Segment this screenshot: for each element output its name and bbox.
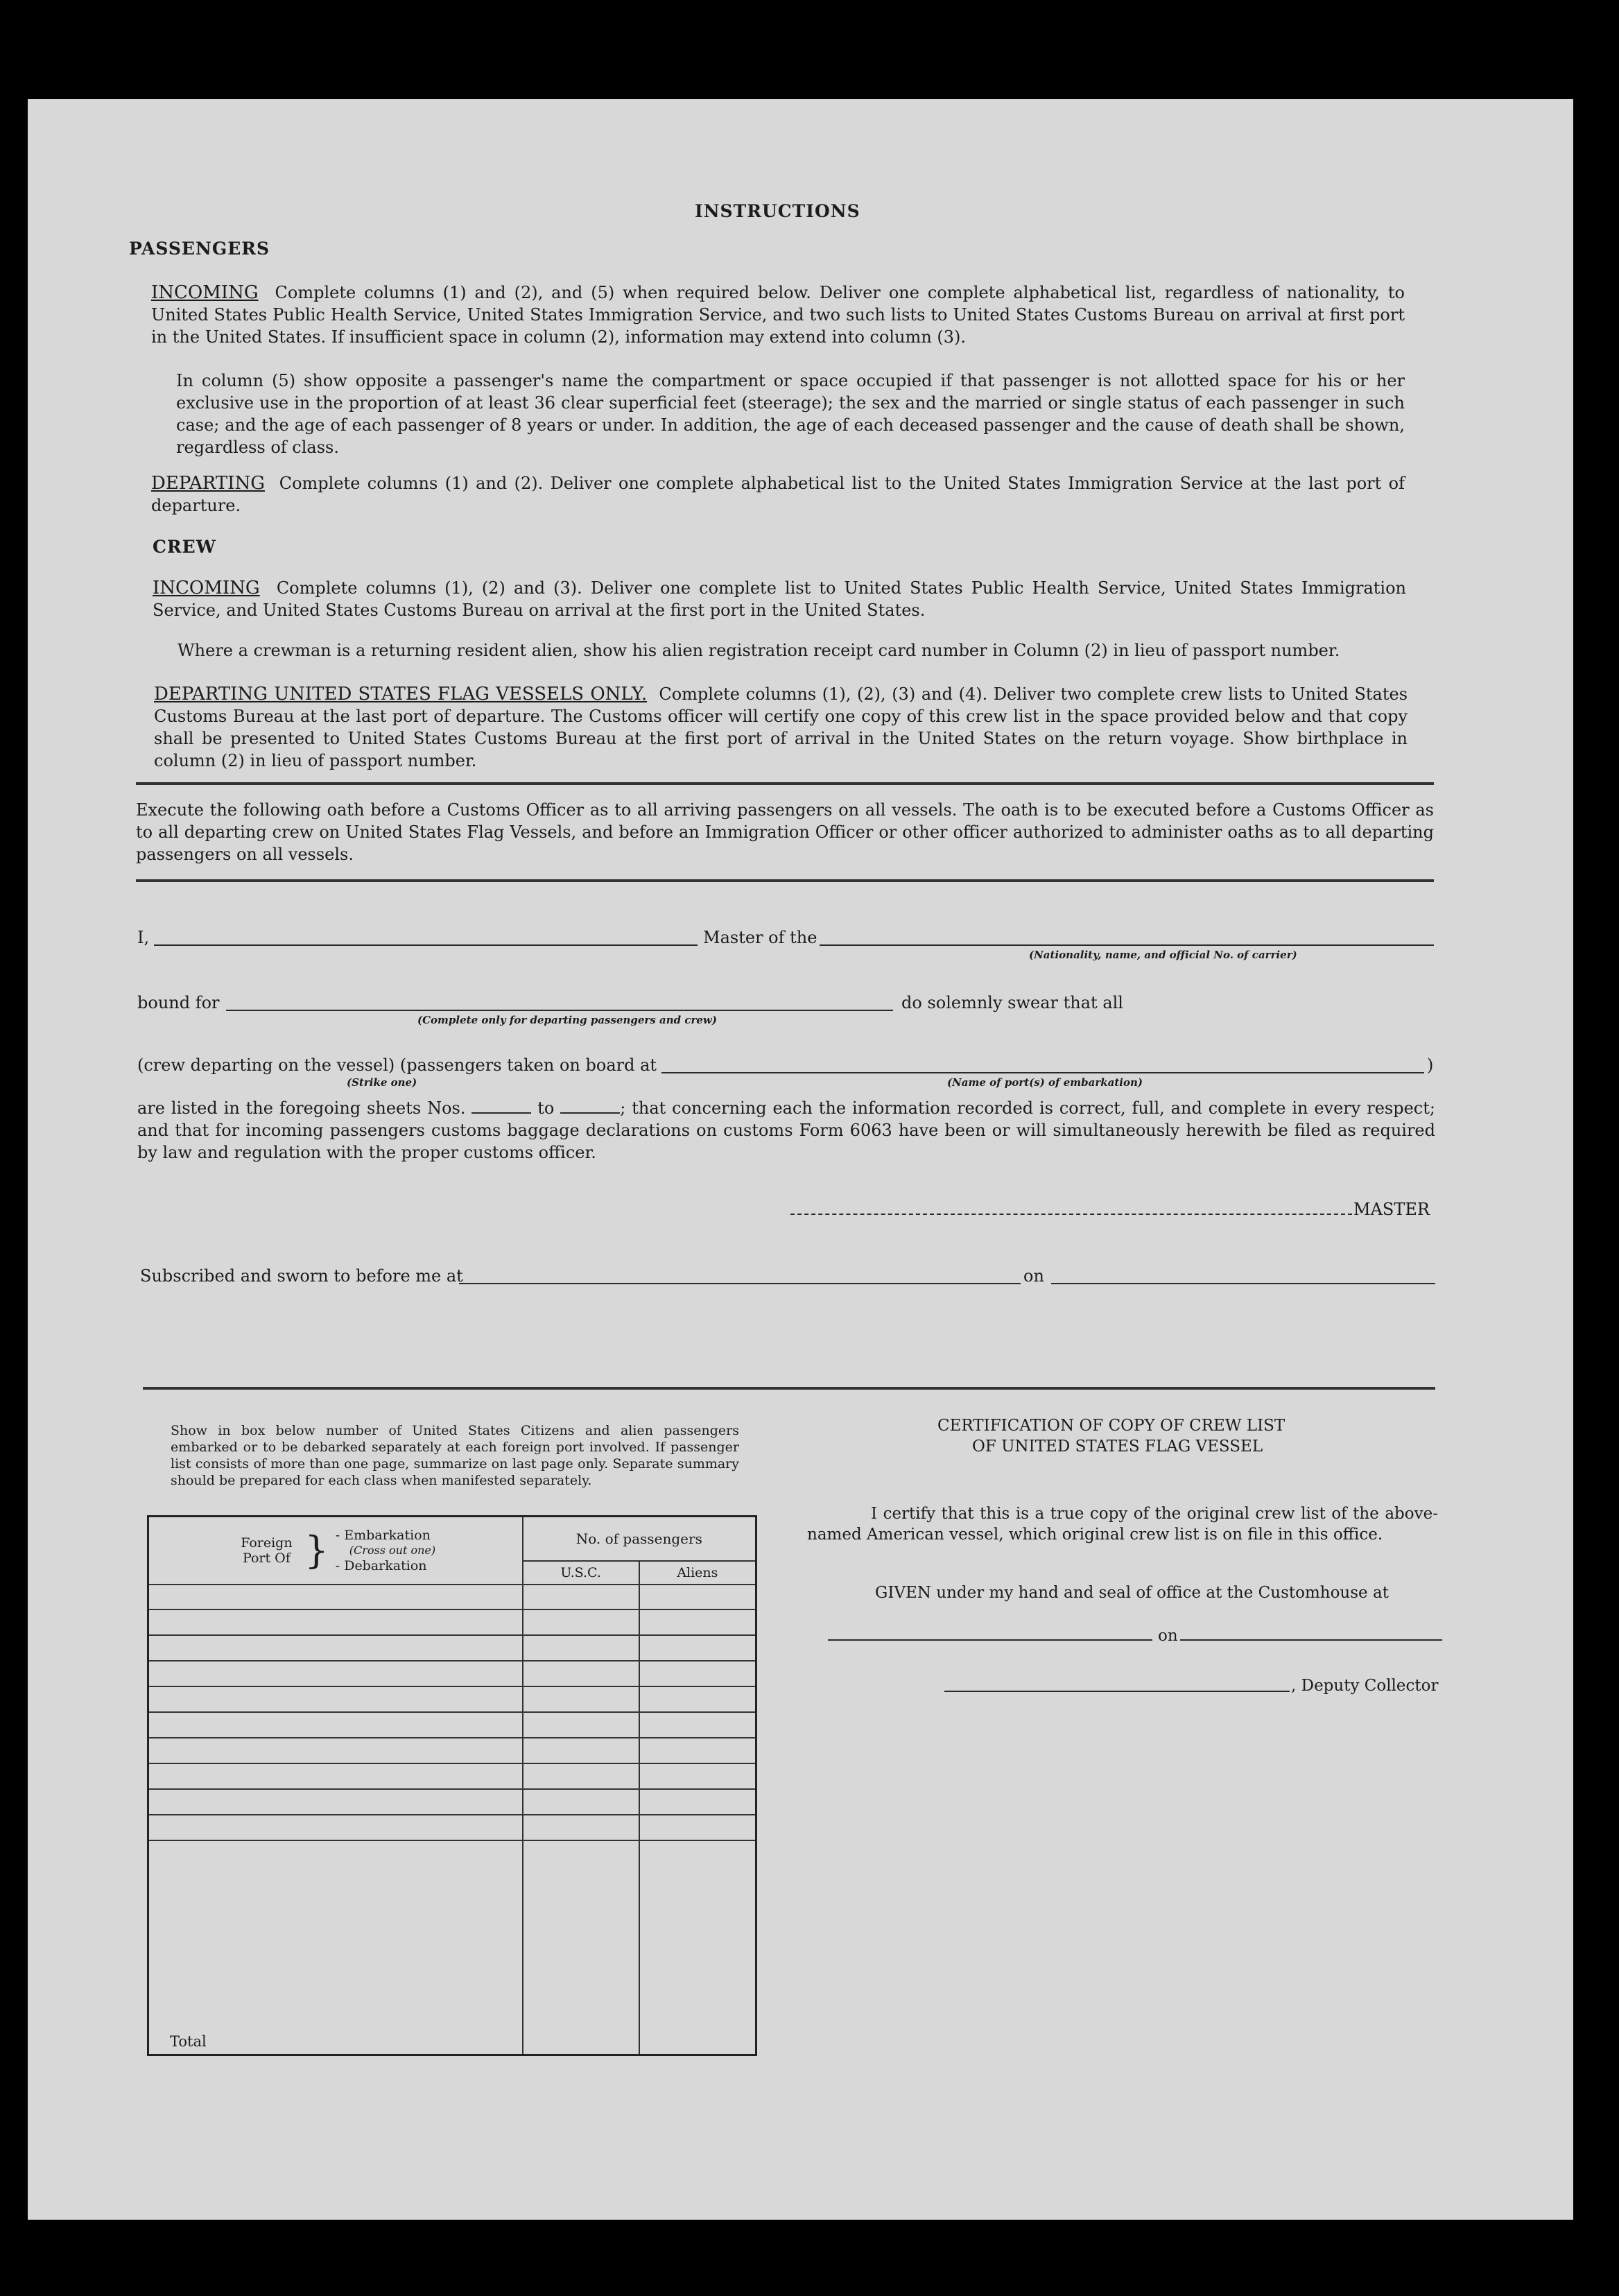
given-text: GIVEN under my hand and seal of office at the Customhouse at — [875, 1584, 1389, 1602]
foreign-port-label: Foreign Port Of — [241, 1535, 293, 1566]
aliens-cell[interactable] — [639, 1661, 756, 1686]
summary-row — [148, 1585, 756, 1610]
carrier-field[interactable] — [820, 944, 1434, 946]
summary-row — [148, 1738, 756, 1763]
sheets-to-label: to — [537, 1098, 555, 1118]
certification-title-2: OF UNITED STATES FLAG VESSEL — [972, 1438, 1263, 1456]
bound-for-hint: (Complete only for departing passengers and crew) — [417, 1014, 717, 1026]
oath-intro: Execute the following oath before a Customs Officer as to all arriving passengers on all vessels. The oath is to be executed before a Customs Officer as to all departing crew on United States Flag Vessels, and before an Immigration Officer or other officer authorized to administer oaths as to all departing passengers on all vessels. — [136, 800, 1434, 864]
aliens-cell[interactable] — [639, 1686, 756, 1712]
passengers-departing-text: Complete columns (1) and (2). Deliver one complete alphabetical list to the United States Immigration Service at the last port of departure. — [151, 474, 1405, 515]
page-title: INSTRUCTIONS — [695, 201, 860, 221]
port-cell[interactable] — [148, 1712, 523, 1738]
master-name-field[interactable] — [154, 944, 698, 946]
port-cell[interactable] — [148, 1635, 523, 1661]
summary-instructions: Show in box below number of United States Citizens and alien passengers embarked or to be debarked separately at each foreign port involved. If passenger list consists of more than one page, summarize on last page only. Separate summary should be prepared for each class when manifested separately. — [171, 1423, 739, 1488]
oath-i-label: I, — [137, 928, 150, 947]
crew-incoming-paragraph — [153, 577, 1406, 621]
crew-departing-text-oath: (crew departing on the vessel) (passengers taken on board at — [137, 1055, 657, 1075]
subscribed-date-field[interactable] — [1051, 1283, 1435, 1284]
ports-hint: (Name of port(s) of embarkation) — [947, 1076, 1143, 1089]
crew-departing-paragraph — [154, 683, 1408, 772]
crew-departing-label: DEPARTING UNITED STATES FLAG VESSELS ONLY. — [154, 684, 648, 705]
bound-for-label: bound for — [137, 993, 220, 1012]
sheets-paragraph — [137, 1097, 1435, 1164]
sheets-pre: are listed in the foregoing sheets Nos. — [137, 1098, 466, 1118]
port-cell[interactable] — [148, 1738, 523, 1763]
aliens-cell[interactable] — [639, 1585, 756, 1610]
usc-cell[interactable] — [523, 1738, 639, 1763]
subscribed-label: Subscribed and sworn to before me at — [140, 1266, 463, 1286]
no-passengers-header: No. of passengers — [523, 1517, 756, 1561]
aliens-cell[interactable] — [639, 1712, 756, 1738]
sheets-from-field[interactable] — [471, 1098, 531, 1114]
usc-cell[interactable] — [523, 1712, 639, 1738]
certification-title-1: CERTIFICATION OF COPY OF CREW LIST — [937, 1417, 1285, 1435]
passengers-incoming-label: INCOMING — [151, 282, 259, 303]
aliens-total-cell[interactable] — [639, 1840, 756, 2055]
port-cell[interactable] — [148, 1609, 523, 1635]
swear-text: do solemnly swear that all — [901, 993, 1123, 1012]
embarkation-ports-field[interactable] — [661, 1072, 1424, 1073]
certify-text: I certify that this is a true copy of the original crew list of the above-named American vessel, which original crew list is on file in this office. — [807, 1505, 1438, 1544]
passengers-departing-paragraph — [151, 472, 1405, 517]
passengers-heading: PASSENGERS — [129, 239, 270, 259]
master-signature-field[interactable] — [790, 1214, 1352, 1215]
passengers-departing-label: DEPARTING — [151, 473, 265, 494]
master-of-label: Master of the — [703, 928, 817, 947]
passengers-incoming-text: Complete columns (1) and (2), and (5) when required below. Deliver one complete alphabetical list, regardless of nationality, to United States Public Health Service, United States Immigration Service, and two such lists to United States Customs Bureau on arrival at first port in the United States. If insufficient space in column (2), information may extend into column (3). — [151, 283, 1405, 347]
aliens-cell[interactable] — [639, 1738, 756, 1763]
passengers-incoming-paragraph — [151, 282, 1405, 348]
usc-cell[interactable] — [523, 1763, 639, 1789]
oath-divider — [136, 879, 1434, 882]
total-row — [148, 1840, 756, 2055]
strike-one-hint: (Strike one) — [347, 1076, 417, 1089]
summary-divider — [143, 1387, 1435, 1390]
crew-heading: CREW — [153, 537, 216, 557]
summary-row — [148, 1712, 756, 1738]
summary-row — [148, 1609, 756, 1635]
subscribed-on-label: on — [1023, 1266, 1044, 1286]
passengers-column5-paragraph: In column (5) show opposite a passenger's name the compartment or space occupied if that passenger is not allotted space for his or her exclusive use in the proportion of at least 36 clear superficial feet (steerage); the sex and the married or single status of each passenger in such case; and the age of each passenger of 8 years or under. In addition, the age of each deceased passenger and the cause of death shall be shown, regardless of class. — [176, 371, 1405, 457]
sheets-to-field[interactable] — [560, 1098, 620, 1114]
usc-total-cell[interactable] — [523, 1840, 639, 2055]
cert-date-field[interactable] — [1180, 1639, 1442, 1641]
total-label: Total — [148, 1840, 523, 2055]
summary-row — [148, 1789, 756, 1815]
crew-resident-paragraph: Where a crewman is a returning resident alien, show his alien registration receipt card number in Column (2) in lieu of passport number. — [178, 641, 1340, 660]
usc-header: U.S.C. — [523, 1561, 639, 1585]
crew-departing-text: Complete columns (1), (2), (3) and (4). Deliver two complete crew lists to United States Customs Bureau at the last port of departure. The Customs officer will certify one copy of this crew list in the space provided below and that copy shall be presented to United States Customs Bureau at the first port of arrival in the United States on the return voyage. Show birthplace in column (2) in lieu of passport number. — [154, 684, 1408, 770]
summary-row — [148, 1635, 756, 1661]
foreign-port-header — [148, 1517, 523, 1585]
port-cell[interactable] — [148, 1763, 523, 1789]
aliens-cell[interactable] — [639, 1815, 756, 1840]
debarkation-option[interactable]: - Debarkation — [335, 1557, 427, 1573]
usc-cell[interactable] — [523, 1686, 639, 1712]
bound-for-field[interactable] — [226, 1010, 893, 1011]
embark-debark-options — [336, 1528, 435, 1573]
aliens-header: Aliens — [639, 1561, 756, 1585]
port-cell[interactable] — [148, 1661, 523, 1686]
summary-row — [148, 1686, 756, 1712]
sheets-post: ; that concerning each the information recorded is correct, full, and complete in every respect; and that for incoming passengers customs baggage declarations on customs Form 6063 have been or will simultaneously herewith be filed as required by law and regulation with the proper customs officer. — [137, 1098, 1435, 1162]
crew-incoming-label: INCOMING — [153, 578, 260, 598]
cross-out-hint: (Cross out one) — [349, 1543, 436, 1557]
aliens-cell[interactable] — [639, 1763, 756, 1789]
summary-row — [148, 1763, 756, 1789]
aliens-cell[interactable] — [639, 1789, 756, 1815]
section-divider — [136, 782, 1434, 785]
aliens-cell[interactable] — [639, 1635, 756, 1661]
usc-cell[interactable] — [523, 1815, 639, 1840]
embarkation-option[interactable]: - Embarkation — [335, 1527, 431, 1543]
carrier-hint: (Nationality, name, and official No. of carrier) — [1029, 949, 1297, 961]
port-cell[interactable] — [148, 1815, 523, 1840]
port-cell[interactable] — [148, 1789, 523, 1815]
customhouse-field[interactable] — [828, 1639, 1152, 1641]
deputy-collector-label: , Deputy Collector — [1291, 1677, 1439, 1695]
master-label: MASTER — [1353, 1200, 1430, 1219]
passenger-summary-table — [147, 1515, 757, 2056]
usc-cell[interactable] — [523, 1635, 639, 1661]
subscribed-place-field[interactable] — [459, 1283, 1021, 1284]
deputy-signature-field[interactable] — [944, 1691, 1290, 1692]
close-paren: ) — [1427, 1055, 1434, 1075]
brace-icon: } — [304, 1528, 329, 1572]
usc-cell[interactable] — [523, 1789, 639, 1815]
port-cell[interactable] — [148, 1585, 523, 1610]
summary-row — [148, 1661, 756, 1686]
usc-cell[interactable] — [523, 1661, 639, 1686]
cert-on-label: on — [1158, 1627, 1178, 1645]
crew-incoming-text: Complete columns (1), (2) and (3). Deliver one complete list to United States Public Health Service, United States Immigration Service, and United States Customs Bureau on arrival at the first port in the United States. — [153, 578, 1406, 620]
usc-cell[interactable] — [523, 1585, 639, 1610]
port-cell[interactable] — [148, 1686, 523, 1712]
usc-cell[interactable] — [523, 1609, 639, 1635]
summary-row — [148, 1815, 756, 1840]
aliens-cell[interactable] — [639, 1609, 756, 1635]
